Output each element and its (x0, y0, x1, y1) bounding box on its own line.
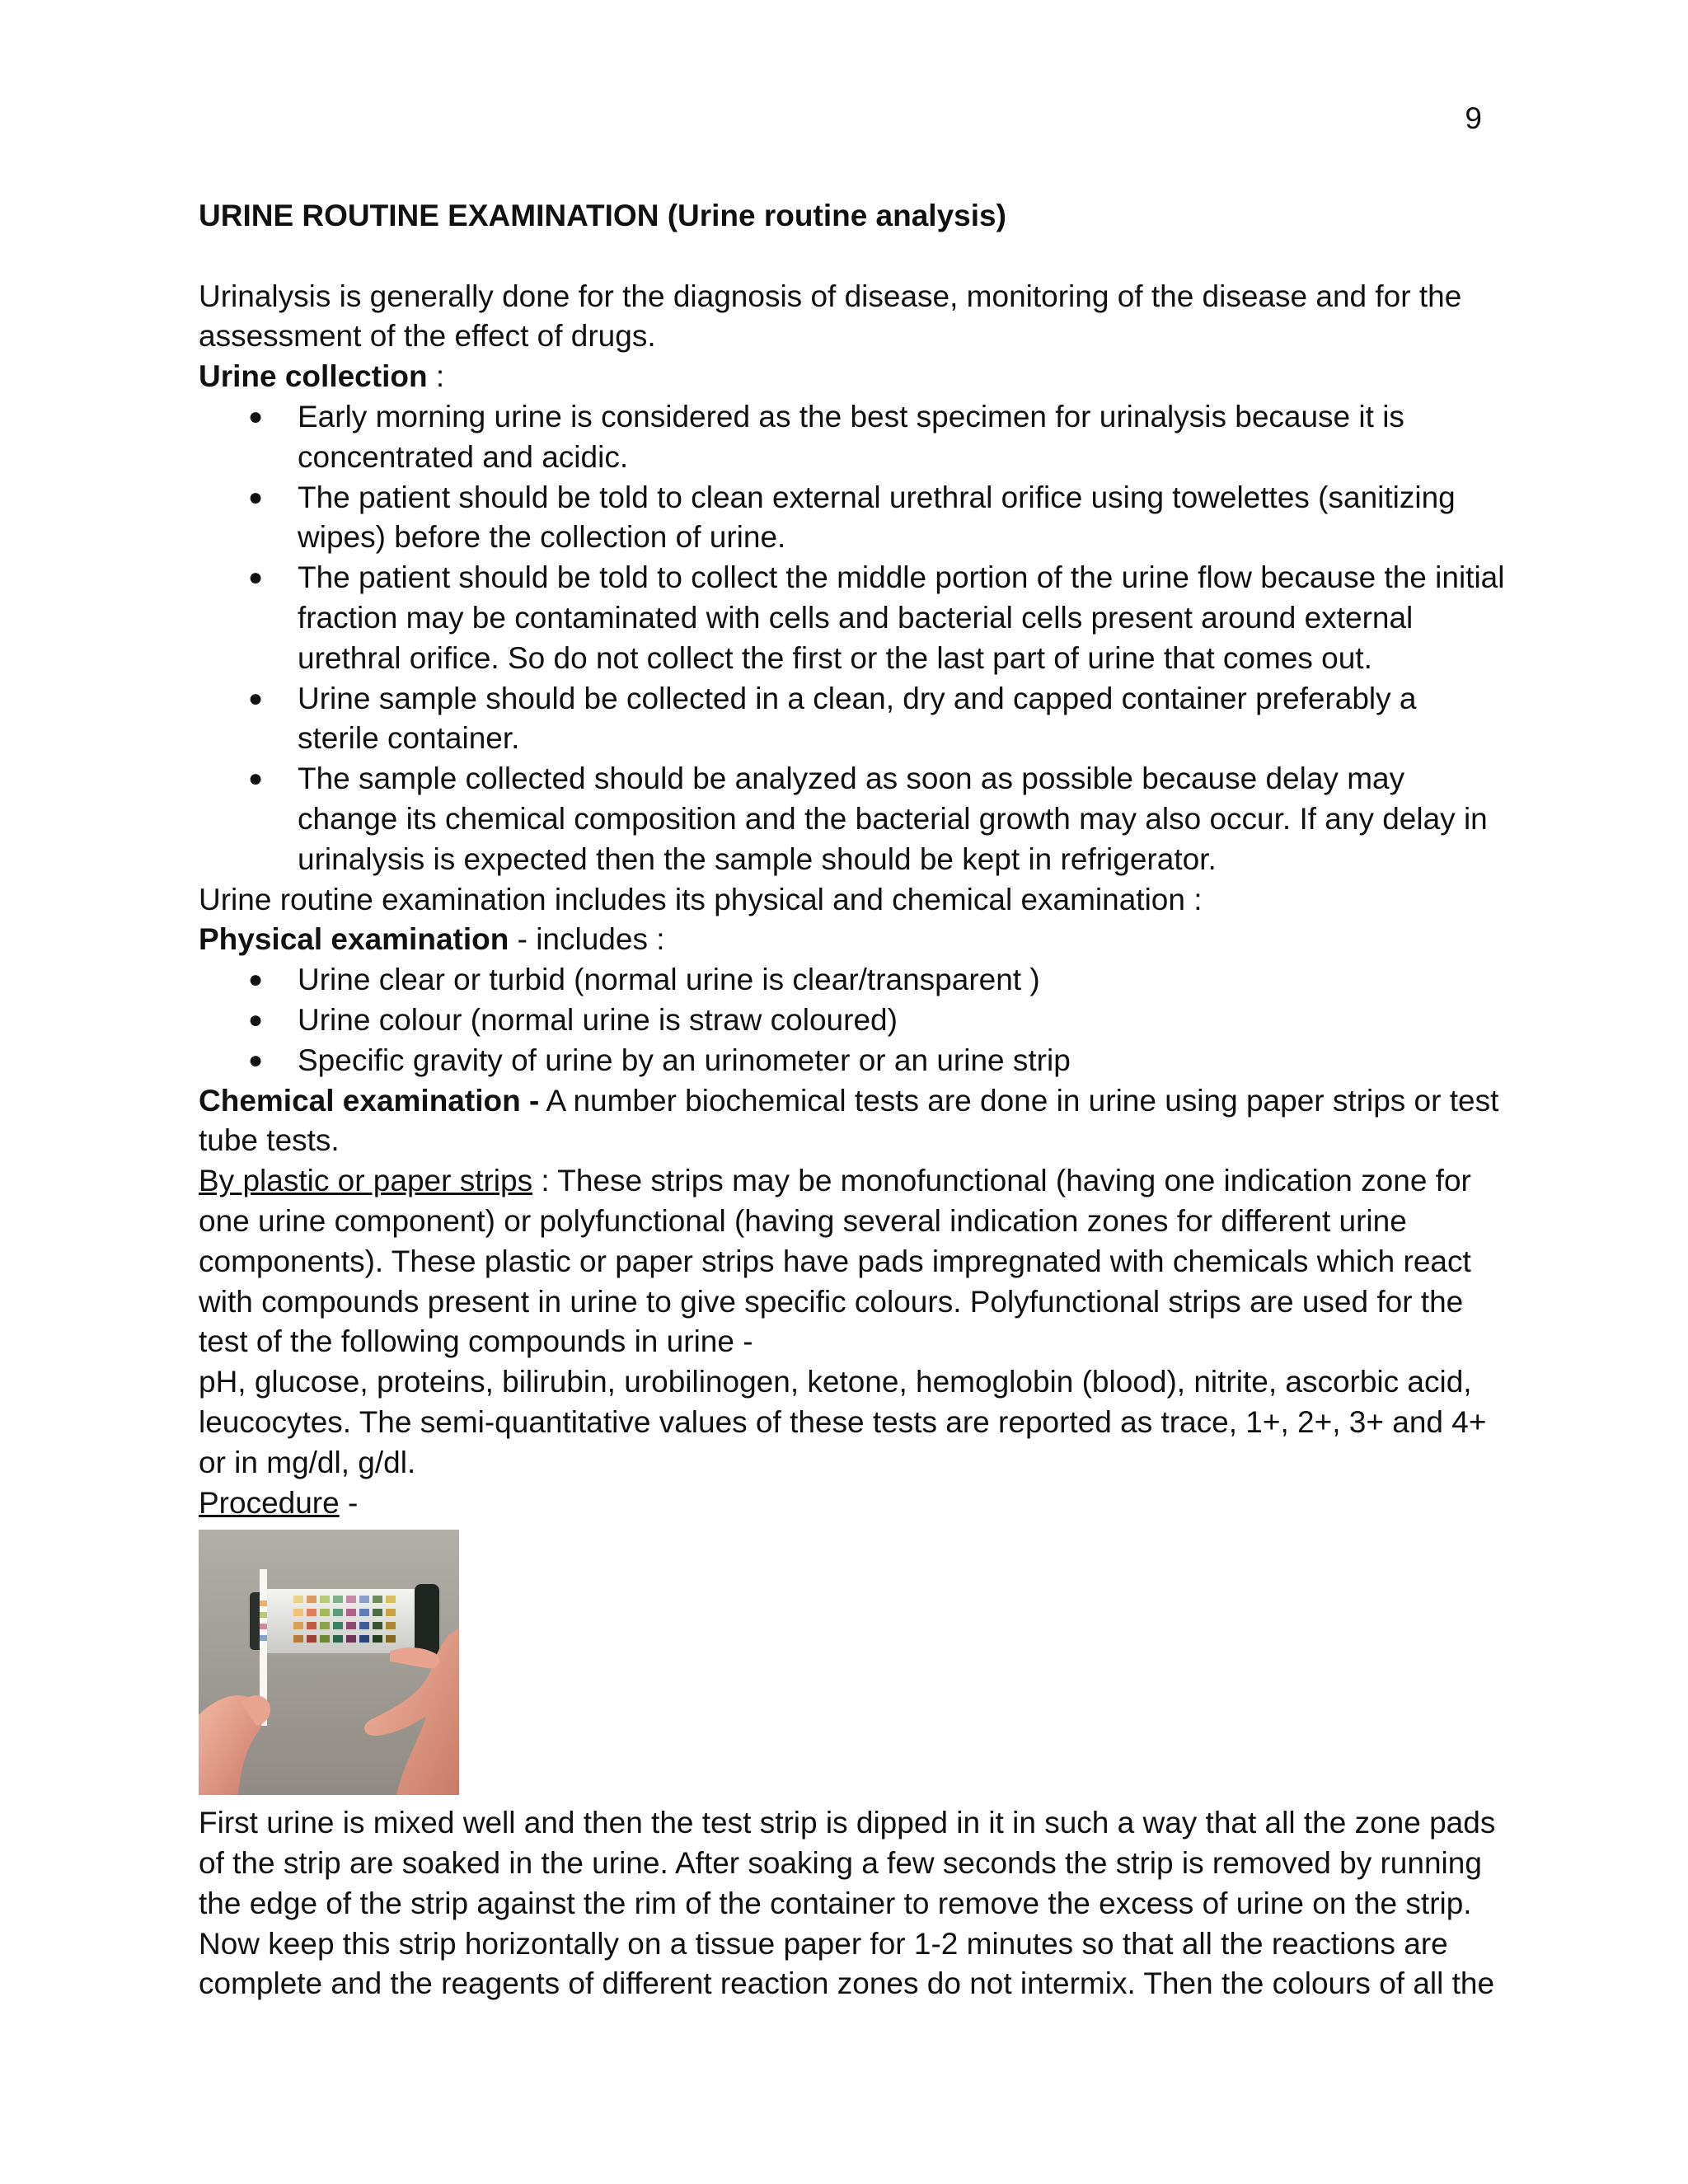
physical-list (199, 960, 1505, 1080)
list-item: ● The sample collected should be analyzed as soon as possible because delay may change its chemical composition and the bacterial growth may also occur. If any delay in urinalysis is expected then the sample should be kept in refrigerator. (199, 759, 1505, 879)
strips-paragraph: By plastic or paper strips : These strips may be monofunctional (having one indication zone for one urine component) or polyfunctional (having several indication zones for different urine components). These plastic or paper strips have pads impregnated with chemicals which react with compounds present in urine to give specific colours. Polyfunctional strips are used for the test of the following compounds in urine - (199, 1164, 1471, 1359)
bullet: ● (248, 564, 264, 592)
list-item: ● Specific gravity of urine by an urinometer or an urine strip (199, 1041, 1505, 1081)
collection-list (199, 397, 1505, 880)
collection-heading-line (199, 357, 1505, 397)
document-body (199, 196, 1505, 2004)
page-number: 9 (1465, 101, 1482, 135)
list-item: ● The patient should be told to clean external urethral orifice using towelettes (sanitizing wipes) before the collection of urine. (199, 478, 1505, 559)
chemical-paragraph: Chemical examination - A number biochemical tests are done in urine using paper strips or test tube tests. (199, 1083, 1499, 1158)
bullet: ● (248, 966, 264, 994)
list-item: ● Urine sample should be collected in a clean, dry and capped container preferably a sterile container. (199, 679, 1505, 760)
collection-heading-suffix: : (427, 359, 445, 394)
physical-heading-suffix: - includes : (509, 922, 665, 957)
bullet: ● (248, 684, 264, 712)
physical-heading: Physical examination (199, 922, 509, 957)
procedure-paragraph: First urine is mixed well and then the test strip is dipped in it in such a way that all the zone pads of the strip are soaked in the urine. After soaking a few seconds the strip is removed by running the edge of the strip against the rim of the container to remove the excess of urine on the strip. Now keep this strip horizontally on a tissue paper for 1-2 minutes so that all the reactions are complete and the reagents of different reaction zones do not intermix. Then the colours of all the (199, 1806, 1496, 2001)
bullet: ● (248, 1005, 264, 1033)
bullet: ● (248, 402, 264, 430)
collection-heading: Urine collection (199, 359, 428, 394)
bullet: ● (248, 483, 264, 511)
routine-line: Urine routine examination includes its physical and chemical examination : (199, 882, 1203, 916)
list-item: ● Urine colour (normal urine is straw coloured) (199, 1001, 1505, 1041)
strips-heading: By plastic or paper strips (199, 1164, 533, 1198)
procedure-heading: Procedure (199, 1485, 340, 1520)
intro-paragraph: Urinalysis is generally done for the diagnosis of disease, monitoring of the disease and for the assessment of the effect of drugs. (199, 279, 1462, 354)
list-item: ● The patient should be told to collect the middle portion of the urine flow because the initial fraction may be contaminated with cells and bacterial cells present around external urethral orifice. So do not collect the first or the last part of urine that comes out. (199, 558, 1505, 678)
physical-heading-line (199, 920, 1505, 960)
page-title: URINE ROUTINE EXAMINATION (Urine routine analysis) (199, 199, 1006, 232)
list-item: ● Urine clear or turbid (normal urine is clear/transparent ) (199, 960, 1505, 1001)
bullet: ● (248, 1046, 264, 1074)
urine-test-strip-photo (199, 1530, 459, 1795)
bullet: ● (248, 765, 264, 793)
list-item: ● Early morning urine is considered as the best specimen for urinalysis because it is concentrated and acidic. (199, 397, 1505, 478)
chemical-heading: Chemical examination - (199, 1083, 540, 1118)
procedure-heading-line: Procedure - (199, 1485, 359, 1520)
compounds-paragraph: pH, glucose, proteins, bilirubin, urobilinogen, ketone, hemoglobin (blood), nitrite, ascorbic acid, leucocytes. The semi-quantitative values of these tests are reported as trace, 1+, 2+, 3+ and 4+ or in mg/dl, g/dl. (199, 1365, 1487, 1479)
